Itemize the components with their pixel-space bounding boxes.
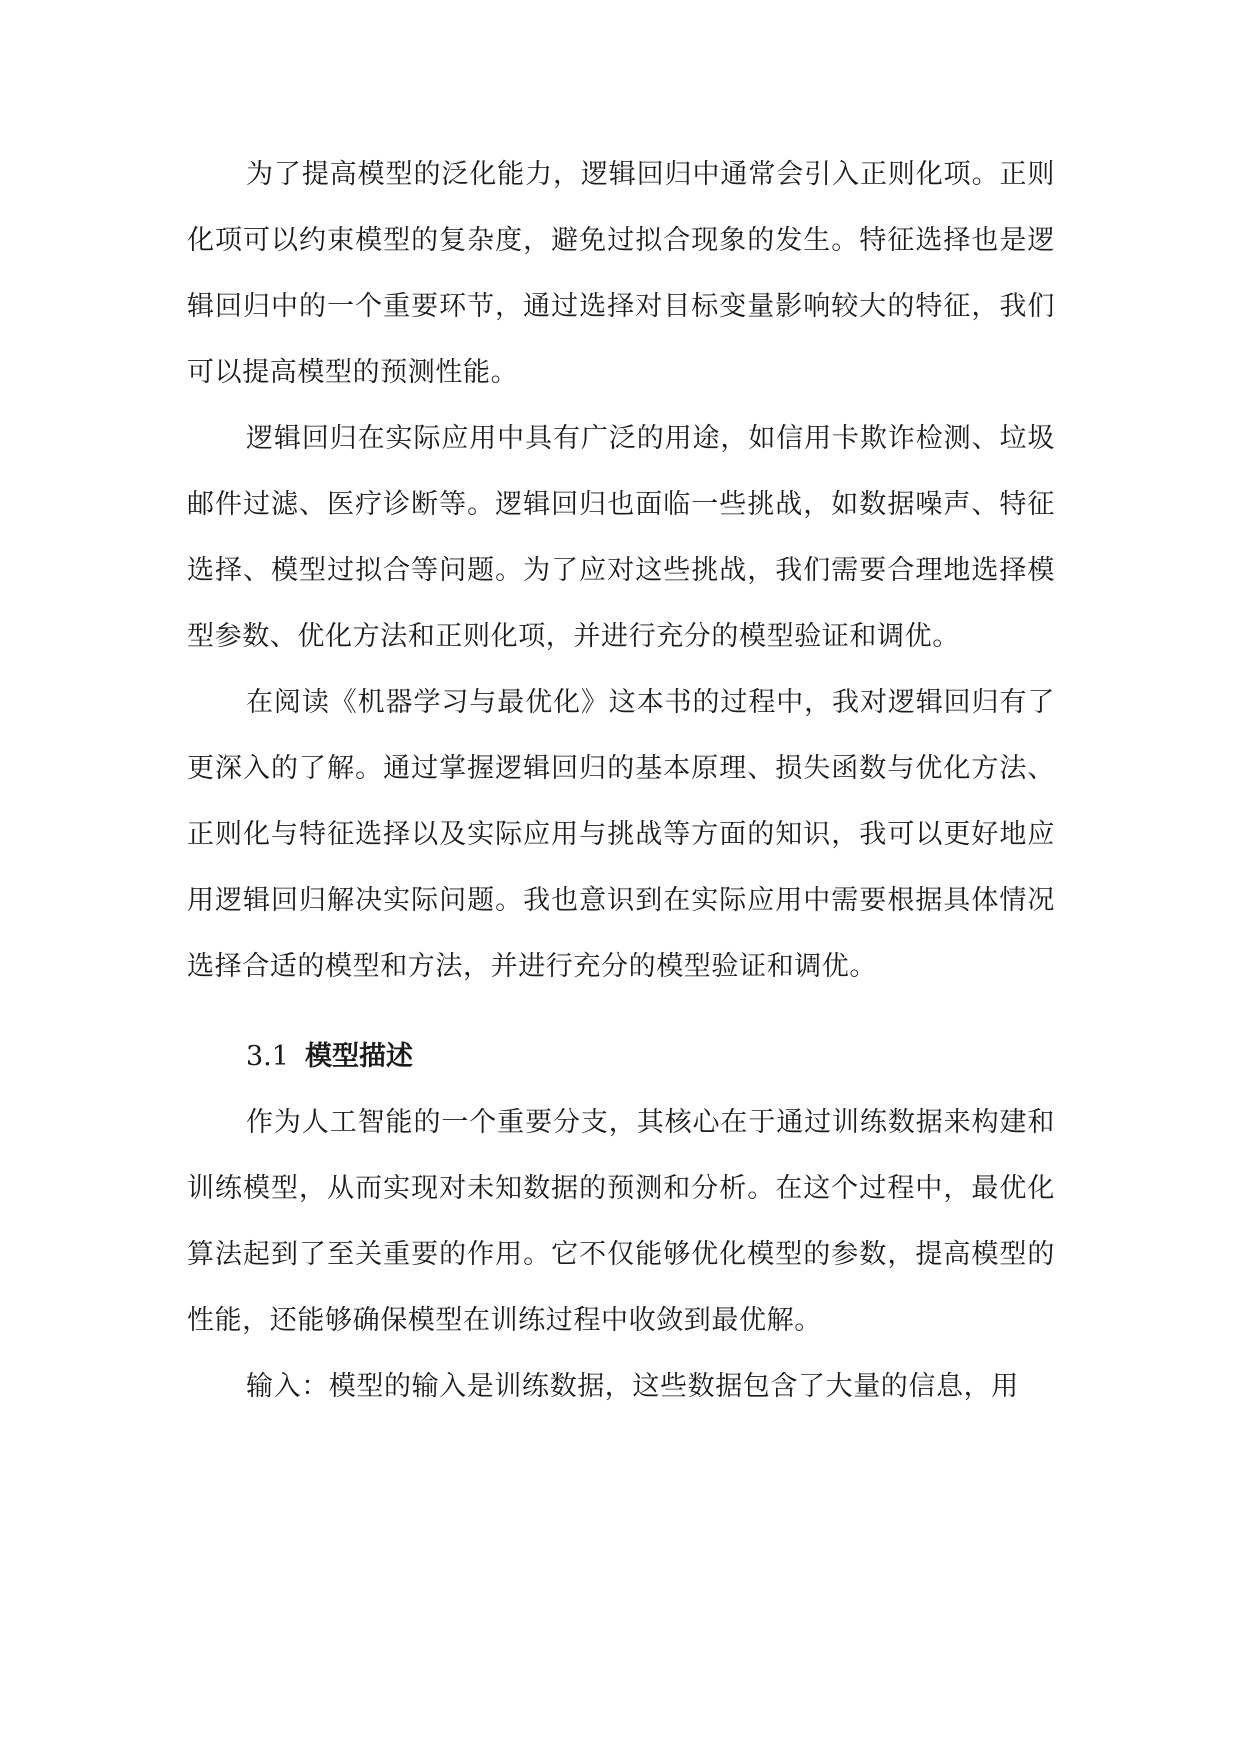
section-heading <box>187 1024 1055 1090</box>
paragraph-regularization: 为了提高模型的泛化能力，逻辑回归中通常会引入正则化项。正则化项可以约束模型的复杂度，避免过拟合现象的发生。特征选择也是逻辑回归中的一个重要环节，通过选择对目标变量影响较大的特征，我们可以提高模型的预测性能。 <box>187 159 1055 388</box>
section-title: 模型描述 <box>304 1041 413 1072</box>
paragraph-model-description: 作为人工智能的一个重要分支，其核心在于通过训练数据来构建和训练模型，从而实现对未知数据的预测和分析。在这个过程中，最优化算法起到了至关重要的作用。它不仅能够优化模型的参数，提高模型的性能，还能够确保模型在训练过程中收敛到最优解。 <box>187 1107 1055 1336</box>
section-number: 3.1 <box>246 1041 289 1072</box>
page-content <box>187 142 1055 1420</box>
paragraph-model-input: 输入：模型的输入是训练数据，这些数据包含了大量的信息，用 <box>246 1371 1019 1402</box>
paragraph-applications: 逻辑回归在实际应用中具有广泛的用途，如信用卡欺诈检测、垃圾邮件过滤、医疗诊断等。逻辑回归也面临一些挑战，如数据噪声、特征选择、模型过拟合等问题。为了应对这些挑战，我们需要合理地选择模型参数、优化方法和正则化项，并进行充分的模型验证和调优。 <box>187 423 1055 652</box>
paragraph-reading-reflection: 在阅读《机器学习与最优化》这本书的过程中，我对逻辑回归有了更深入的了解。通过掌握逻辑回归的基本原理、损失函数与优化方法、正则化与特征选择以及实际应用与挑战等方面的知识，我可以更好地应用逻辑回归解决实际问题。我也意识到在实际应用中需要根据具体情况选择合适的模型和方法，并进行充分的模型验证和调优。 <box>187 687 1055 982</box>
